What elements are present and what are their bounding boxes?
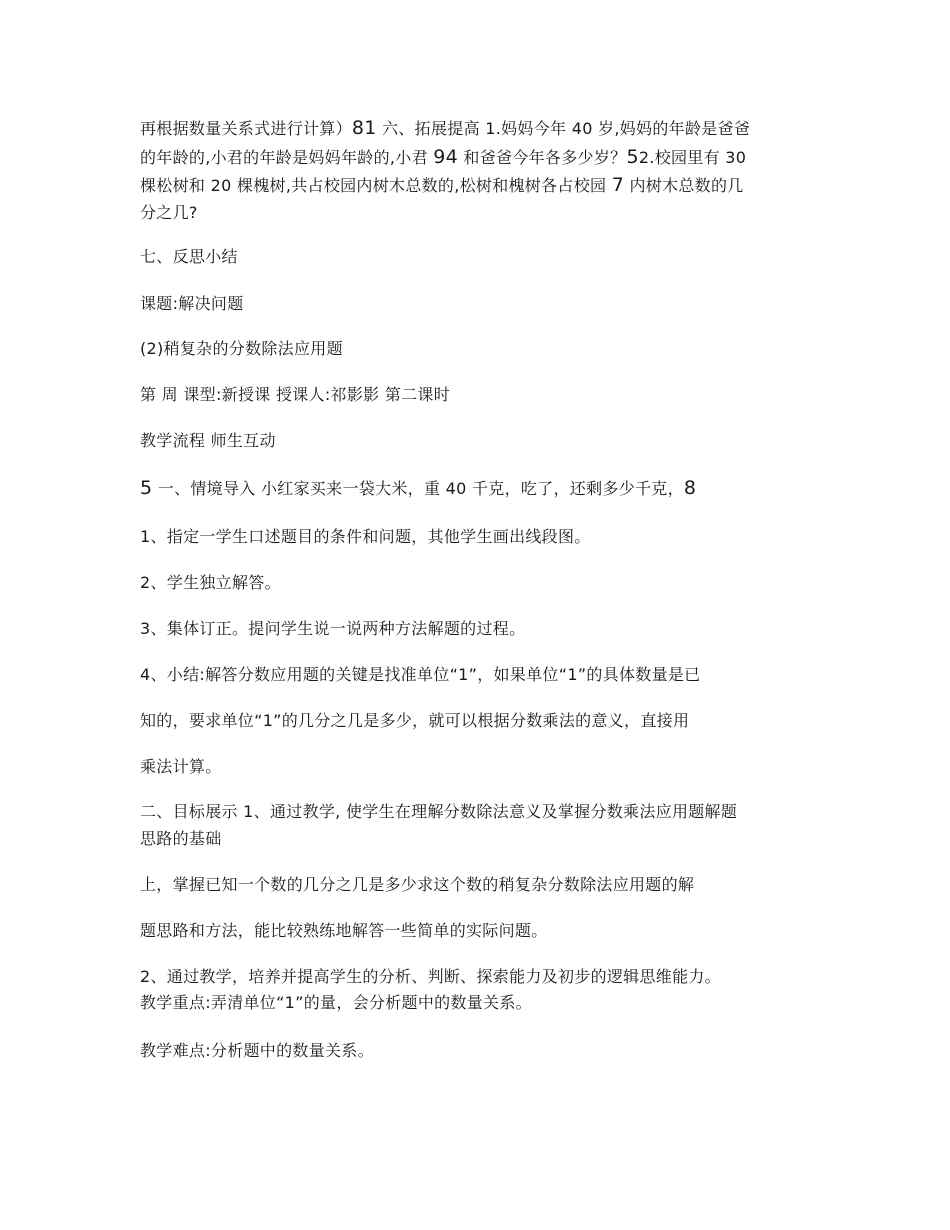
stray-number: 8 — [683, 477, 697, 499]
stray-number: 5 — [626, 146, 639, 168]
lesson-meta: 第 周 课型:新授课 授课人:祁影影 第二课时 — [140, 385, 451, 404]
paragraph-line — [140, 116, 820, 141]
step-4-line-1: 4、小结:解答分数应用题的关键是找准单位“1”，如果单位“1”的具体数量是已 — [140, 665, 701, 684]
lesson-topic: 课题:解决问题 — [140, 294, 244, 313]
text-run: 2.校园里有 30 — [638, 148, 747, 167]
step-4-line-3: 乘法计算。 — [140, 757, 222, 776]
stray-number: 7 — [611, 174, 625, 196]
goal-line-4: 题思路和方法，能比较熟练地解答一些简单的实际问题。 — [140, 921, 548, 940]
paragraph-line — [140, 173, 820, 198]
step-1: 1、指定一学生口述题目的条件和问题，其他学生画出线段图。 — [140, 527, 591, 546]
text-run: 和爸爸今年各多少岁？ — [458, 148, 627, 167]
text-run: 再根据数量关系式进行计算） — [140, 119, 352, 138]
paragraph-line: 分之几? — [140, 203, 198, 222]
step-2: 2、学生独立解答。 — [140, 573, 281, 592]
step-4-line-2: 知的，要求单位“1”的几分之几是多少，就可以根据分数乘法的意义，直接用 — [140, 711, 690, 730]
lesson-subtopic: (2)稍复杂的分数除法应用题 — [140, 339, 343, 358]
text-run: 的年龄的,小君的年龄是妈妈年龄的,小君 — [140, 148, 434, 167]
text-run: 六、拓展提高 1.妈妈今年 40 岁,妈妈的年龄是爸爸 — [376, 119, 751, 138]
intro-line — [140, 476, 820, 501]
stray-number: 94 — [433, 146, 459, 168]
goal-line-1: 二、目标展示 1、通过教学, 使学生在理解分数除法意义及掌握分数乘法应用题解题 — [140, 802, 738, 821]
key-point: 教学重点:弄清单位“1”的量，会分析题中的数量关系。 — [140, 993, 532, 1012]
goal-line-3: 上，掌握已知一个数的几分之几是多少求这个数的稍复杂分数除法应用题的解 — [140, 875, 695, 894]
difficulty: 教学难点:分析题中的数量关系。 — [140, 1041, 374, 1060]
section-heading-reflect: 七、反思小结 — [140, 247, 238, 266]
paragraph-line — [140, 145, 820, 170]
stray-number: 5 — [140, 477, 153, 499]
text-run: 一、情境导入 小红家买来一袋大米，重 40 千克，吃了，还剩多少千克， — [152, 479, 684, 498]
text-run: 棵松树和 20 棵槐树,共占校园内树木总数的,松树和槐树各占校园 — [140, 176, 612, 195]
step-3: 3、集体订正。提问学生说一说两种方法解题的过程。 — [140, 619, 526, 638]
stray-number: 81 — [351, 117, 377, 139]
goal-2: 2、通过教学，培养并提高学生的分析、判断、探索能力及初步的逻辑思维能力。 — [140, 967, 721, 986]
teaching-flow-label: 教学流程 师生互动 — [140, 431, 276, 450]
goal-line-2: 思路的基础 — [140, 829, 222, 848]
text-run: 内树木总数的几 — [624, 176, 744, 195]
